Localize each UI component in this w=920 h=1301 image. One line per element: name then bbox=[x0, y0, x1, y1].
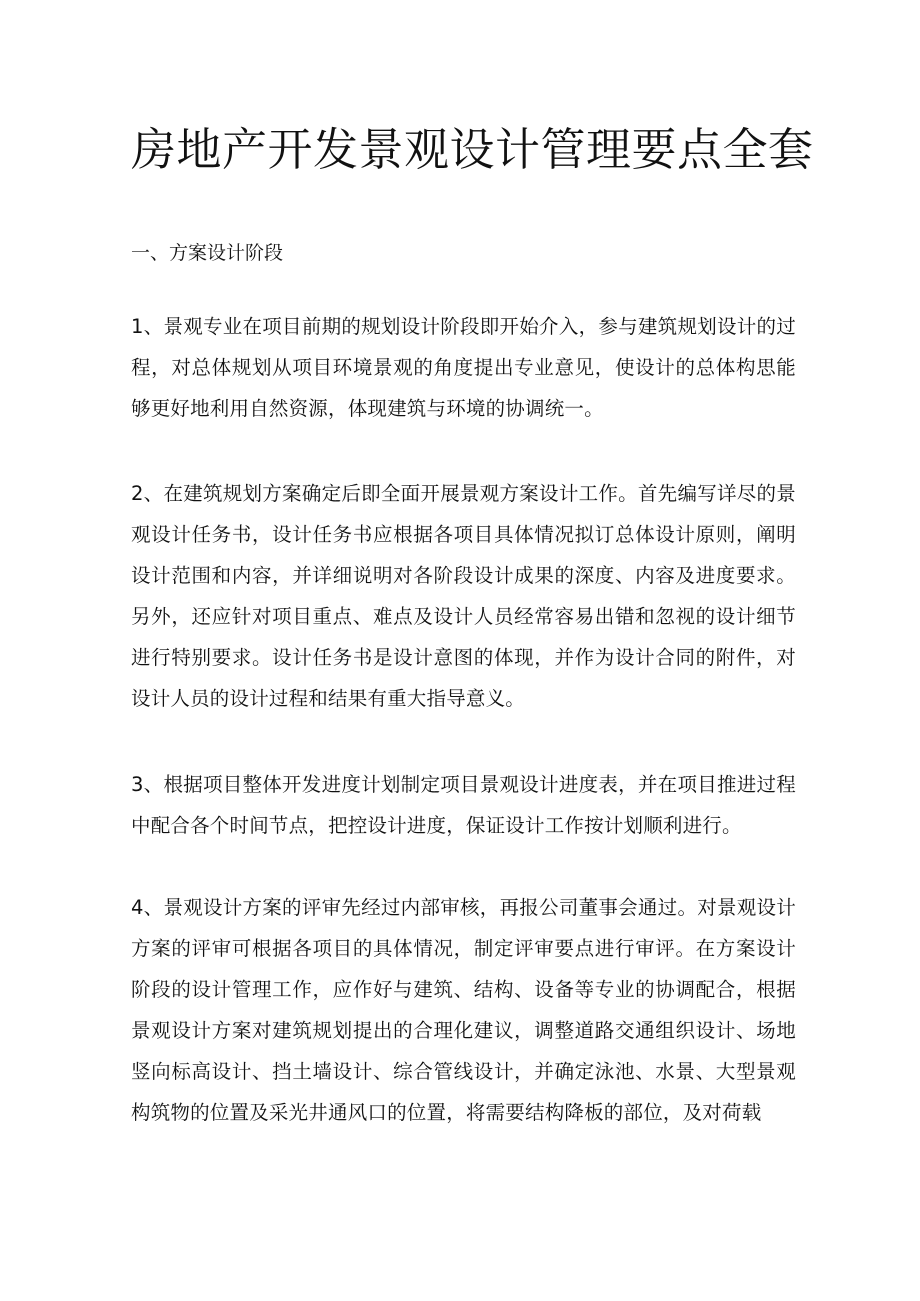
paragraph-3: 3、根据项目整体开发进度计划制定项目景观设计进度表，并在项目推进过程中配合各个时间节点，把控设计进度，保证设计工作按计划顺利进行。 bbox=[131, 773, 796, 837]
document-title: 房地产开发景观设计管理要点全套 bbox=[131, 123, 814, 176]
section-heading: 一、方案设计阶段 bbox=[131, 242, 284, 264]
paragraph-2: 2、在建筑规划方案确定后即全面开展景观方案设计工作。首先编写详尽的景观设计任务书，设计任务书应根据各项目具体情况拟订总体设计原则，阐明设计范围和内容，并详细说明对各阶段设计成果的深度、内容及进度要求。另外，还应针对项目重点、难点及设计人员经常容易出错和忽视的设计细节进行特别要求。设计任务书是设计意图的体现，并作为设计合同的附件，对设计人员的设计过程和结果有重大指导意义。 bbox=[131, 482, 796, 710]
paragraph-4: 4、景观设计方案的评审先经过内部审核，再报公司董事会通过。对景观设计方案的评审可根据各项目的具体情况，制定评审要点进行审评。在方案设计阶段的设计管理工作，应作好与建筑、结构、设备等专业的协调配合，根据景观设计方案对建筑规划提出的合理化建议，调整道路交通组织设计、场地竖向标高设计、挡土墙设计、综合管线设计，并确定泳池、水景、大型景观构筑物的位置及采光井通风口的位置，将需要结构降板的部位，及对荷载 bbox=[131, 896, 796, 1124]
paragraph-1: 1、景观专业在项目前期的规划设计阶段即开始介入，参与建筑规划设计的过程，对总体规划从项目环境景观的角度提出专业意见，使设计的总体构思能够更好地利用自然资源，体现建筑与环境的协调统一。 bbox=[131, 315, 796, 420]
